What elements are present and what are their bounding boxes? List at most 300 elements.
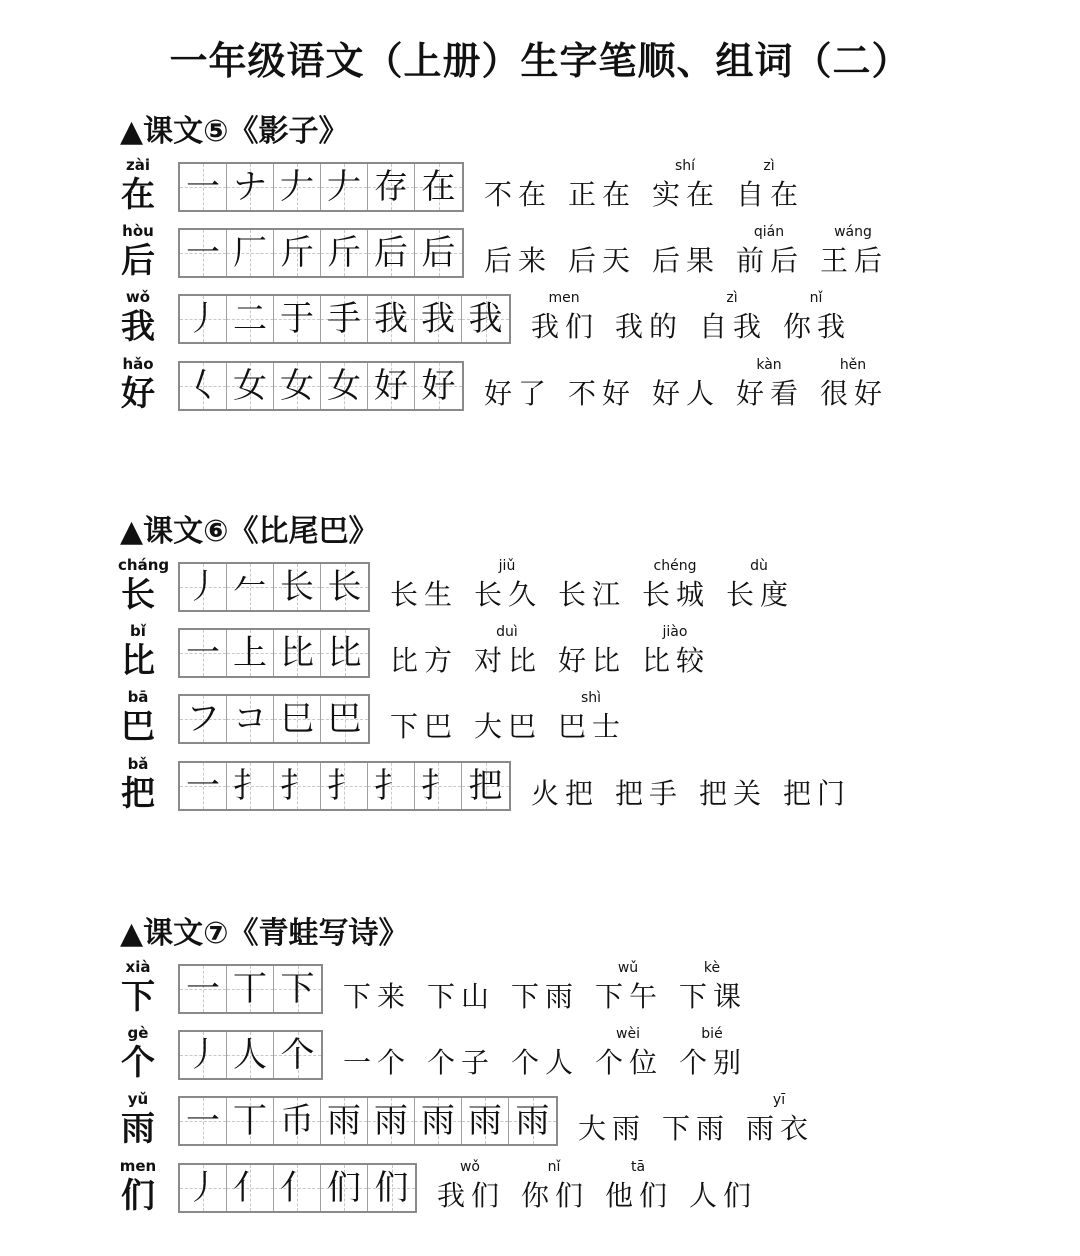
word-pinyin: wèi <box>616 1026 640 1042</box>
stroke-step: 丅 <box>233 1101 267 1141</box>
stroke-step: 一 <box>186 969 220 1009</box>
stroke-cell <box>415 296 462 342</box>
word-text: 后来 <box>484 244 553 277</box>
stroke-step: 雨 <box>515 1101 550 1141</box>
word-text: 比较 <box>642 644 711 677</box>
stroke-cell <box>368 164 415 210</box>
word-item <box>783 755 852 815</box>
stroke-cell <box>227 164 274 210</box>
character-row <box>0 222 1080 286</box>
stroke-step: 巳 <box>280 699 314 739</box>
stroke-step: 们 <box>327 1168 361 1208</box>
stroke-step: 女 <box>327 366 361 406</box>
stroke-cell <box>274 564 321 610</box>
word-text: 把关 <box>699 777 768 810</box>
stroke-cell <box>321 230 368 276</box>
word-text: 好人 <box>652 377 721 410</box>
stroke-step: 二 <box>233 299 267 339</box>
word-item <box>568 156 637 216</box>
word-pinyin: wǔ <box>617 960 639 976</box>
word-pinyin: wǒ <box>459 1159 480 1175</box>
word-item <box>783 288 852 348</box>
stroke-step: 我 <box>421 299 455 339</box>
stroke-step: 丿 <box>186 1035 220 1075</box>
stroke-step: 扌 <box>233 766 267 806</box>
stroke-cell <box>227 763 274 809</box>
stroke-cell <box>368 763 415 809</box>
word-item <box>652 355 721 415</box>
stroke-step: 丿 <box>186 299 220 339</box>
word-item <box>474 556 543 616</box>
stroke-cell <box>415 763 462 809</box>
word-item <box>484 156 553 216</box>
stroke-step: ナ <box>233 167 267 207</box>
word-pinyin: dù <box>750 558 768 574</box>
word-item <box>699 288 768 348</box>
word-item <box>474 622 543 682</box>
character: 后 <box>121 241 155 281</box>
word-text: 我的 <box>615 310 684 343</box>
stroke-step: 个 <box>280 1035 315 1075</box>
word-text: 把手 <box>615 777 684 810</box>
word-item <box>689 1157 758 1217</box>
stroke-cell <box>180 1165 227 1211</box>
character-pinyin: hǎo <box>122 355 154 373</box>
character-pinyin: zài <box>126 156 150 174</box>
stroke-step: 丿 <box>186 1168 220 1208</box>
word-item <box>736 222 805 282</box>
word-list <box>484 222 889 282</box>
word-item <box>531 288 600 348</box>
stroke-order-grid <box>178 228 464 278</box>
word-item <box>615 755 684 815</box>
word-pinyin: kè <box>703 960 721 976</box>
stroke-step: 𠂉 <box>233 567 267 607</box>
word-item <box>558 688 627 748</box>
stroke-step: 一 <box>186 766 220 806</box>
word-text: 下课 <box>679 980 748 1013</box>
word-text: 长久 <box>474 578 543 611</box>
stroke-cell <box>321 696 368 742</box>
stroke-order-grid <box>178 162 464 212</box>
character-row <box>0 755 1080 819</box>
stroke-order-grid <box>178 761 511 811</box>
stroke-step: 雨 <box>421 1101 455 1141</box>
character-row <box>0 355 1080 419</box>
character-row <box>0 156 1080 220</box>
stroke-step: 雨 <box>468 1101 502 1141</box>
word-text: 一个 <box>343 1046 412 1079</box>
stroke-cell <box>227 363 274 409</box>
stroke-cell <box>227 296 274 342</box>
word-item <box>568 222 637 282</box>
stroke-order-grid <box>178 628 370 678</box>
word-item <box>484 355 553 415</box>
character-pinyin: xià <box>125 958 151 976</box>
stroke-order-grid <box>178 694 370 744</box>
word-text: 正在 <box>568 178 637 211</box>
stroke-cell <box>227 1165 274 1211</box>
word-item <box>578 1090 647 1150</box>
stroke-cell <box>180 696 227 742</box>
character: 比 <box>121 641 155 681</box>
word-pinyin: nǐ <box>809 290 823 306</box>
word-pinyin: chéng <box>653 558 697 574</box>
word-item <box>558 556 627 616</box>
character-row <box>0 622 1080 686</box>
stroke-step: 丿 <box>186 567 220 607</box>
stroke-step: 扌 <box>280 766 314 806</box>
character-pinyin: bǎ <box>127 755 149 773</box>
word-text: 自在 <box>736 178 805 211</box>
character: 巴 <box>121 707 155 747</box>
stroke-cell <box>368 1098 415 1144</box>
stroke-cell <box>227 696 274 742</box>
stroke-cell <box>415 164 462 210</box>
word-item <box>558 622 627 682</box>
word-text: 你们 <box>521 1179 590 1212</box>
word-text: 我们 <box>437 1179 506 1212</box>
character: 把 <box>121 774 155 814</box>
stroke-cell <box>368 1165 415 1211</box>
word-text: 好比 <box>558 644 627 677</box>
stroke-step: 𠂇 <box>327 167 361 207</box>
word-text: 个位 <box>595 1046 664 1079</box>
word-text: 后果 <box>652 244 721 277</box>
word-text: 下巴 <box>390 710 459 743</box>
word-item <box>820 222 889 282</box>
character: 们 <box>121 1176 155 1216</box>
word-list <box>343 1024 748 1084</box>
stroke-step: 雨 <box>374 1101 408 1141</box>
stroke-step: 一 <box>186 233 220 273</box>
word-pinyin: jiào <box>662 624 688 640</box>
stroke-order-grid <box>178 1030 323 1080</box>
stroke-cell <box>227 230 274 276</box>
stroke-step: 好 <box>421 366 456 406</box>
word-pinyin: zì <box>763 158 775 174</box>
character-row <box>0 958 1080 1022</box>
stroke-cell <box>274 164 321 210</box>
stroke-cell <box>227 630 274 676</box>
stroke-step: 比 <box>280 633 314 673</box>
word-item <box>615 288 684 348</box>
word-text: 火把 <box>531 777 600 810</box>
stroke-cell <box>227 966 274 1012</box>
word-list <box>390 622 711 682</box>
word-text: 雨衣 <box>746 1112 815 1145</box>
word-text: 把门 <box>783 777 852 810</box>
word-text: 不在 <box>484 178 553 211</box>
stroke-step: 亻 <box>233 1168 267 1208</box>
character-pinyin: cháng <box>118 556 170 574</box>
character-pinyin: gè <box>127 1024 149 1042</box>
stroke-cell <box>462 1098 509 1144</box>
word-pinyin: wáng <box>834 224 872 240</box>
stroke-order-grid <box>178 964 323 1014</box>
stroke-cell <box>368 296 415 342</box>
stroke-cell <box>274 1032 321 1078</box>
stroke-cell <box>227 564 274 610</box>
word-text: 很好 <box>820 377 889 410</box>
character-row <box>0 1090 1080 1154</box>
stroke-step: 手 <box>327 299 361 339</box>
word-item <box>531 755 600 815</box>
stroke-step: 币 <box>280 1101 314 1141</box>
section-title: ▲课文⑤《影子》 <box>120 114 349 149</box>
word-pinyin: bié <box>701 1026 723 1042</box>
stroke-step: 我 <box>468 299 503 339</box>
stroke-step: 于 <box>280 299 314 339</box>
word-item <box>642 622 711 682</box>
stroke-step: 一 <box>186 167 220 207</box>
stroke-cell <box>274 296 321 342</box>
word-pinyin: kàn <box>756 357 782 373</box>
stroke-step: 存 <box>374 167 408 207</box>
stroke-step: 我 <box>374 299 408 339</box>
word-text: 实在 <box>652 178 721 211</box>
word-pinyin: zì <box>726 290 738 306</box>
stroke-cell <box>368 230 415 276</box>
word-pinyin: shì <box>580 690 602 706</box>
stroke-cell <box>227 1098 274 1144</box>
word-text: 我们 <box>531 310 600 343</box>
character-row <box>0 1157 1080 1221</box>
stroke-step: 好 <box>374 366 408 406</box>
stroke-cell <box>180 564 227 610</box>
stroke-cell <box>274 363 321 409</box>
character-row <box>0 1024 1080 1088</box>
character-pinyin: yǔ <box>127 1090 149 1108</box>
word-text: 下来 <box>343 980 412 1013</box>
stroke-cell <box>321 1165 368 1211</box>
word-item <box>726 556 795 616</box>
word-text: 下午 <box>595 980 664 1013</box>
word-item <box>662 1090 731 1150</box>
stroke-step: 比 <box>327 633 362 673</box>
stroke-cell <box>274 1098 321 1144</box>
word-text: 巴士 <box>558 710 627 743</box>
stroke-order-grid <box>178 1096 558 1146</box>
word-text: 对比 <box>474 644 543 677</box>
stroke-cell <box>321 164 368 210</box>
stroke-cell <box>274 630 321 676</box>
stroke-cell <box>415 1098 462 1144</box>
stroke-cell <box>180 1032 227 1078</box>
word-item <box>390 688 459 748</box>
stroke-cell <box>415 363 462 409</box>
word-pinyin: qián <box>753 224 785 240</box>
character-row <box>0 556 1080 620</box>
word-pinyin: jiǔ <box>498 558 516 574</box>
stroke-cell <box>227 1032 274 1078</box>
word-item <box>437 1157 506 1217</box>
word-text: 个人 <box>511 1046 580 1079</box>
stroke-step: 后 <box>421 233 456 273</box>
character: 雨 <box>121 1109 155 1149</box>
word-item <box>820 355 889 415</box>
stroke-step: 雨 <box>327 1101 361 1141</box>
stroke-cell <box>274 966 321 1012</box>
stroke-order-grid <box>178 1163 417 1213</box>
stroke-cell <box>180 164 227 210</box>
word-text: 大雨 <box>578 1112 647 1145</box>
character: 个 <box>121 1043 155 1083</box>
word-text: 长江 <box>558 578 627 611</box>
character-pinyin: bā <box>127 688 149 706</box>
word-list <box>578 1090 815 1150</box>
stroke-step: 下 <box>280 969 315 1009</box>
word-text: 王后 <box>820 244 889 277</box>
character-row <box>0 288 1080 352</box>
stroke-cell <box>415 230 462 276</box>
stroke-step: 后 <box>374 233 408 273</box>
word-list <box>343 958 748 1018</box>
character-pinyin: hòu <box>122 222 154 240</box>
word-text: 不好 <box>568 377 637 410</box>
character: 下 <box>121 977 155 1017</box>
word-item <box>474 688 543 748</box>
section-title: ▲课文⑥《比尾巴》 <box>120 514 379 549</box>
stroke-cell <box>509 1098 556 1144</box>
stroke-step: 亻 <box>280 1168 314 1208</box>
stroke-cell <box>321 564 368 610</box>
stroke-order-grid <box>178 361 464 411</box>
word-item <box>511 1024 580 1084</box>
character-pinyin: bǐ <box>130 622 146 640</box>
stroke-step: 巴 <box>327 699 362 739</box>
character-row <box>0 688 1080 752</box>
stroke-cell <box>321 363 368 409</box>
word-item <box>736 355 805 415</box>
section-title: ▲课文⑦《青蛙写诗》 <box>120 916 409 951</box>
word-list <box>531 755 852 815</box>
stroke-order-grid <box>178 562 370 612</box>
stroke-cell <box>180 630 227 676</box>
stroke-cell <box>321 630 368 676</box>
word-text: 好了 <box>484 377 553 410</box>
stroke-order-grid <box>178 294 511 344</box>
word-text: 自我 <box>699 310 768 343</box>
stroke-cell <box>180 763 227 809</box>
word-text: 比方 <box>390 644 459 677</box>
word-text: 好看 <box>736 377 805 410</box>
stroke-cell <box>180 363 227 409</box>
stroke-step: 𠂇 <box>280 167 314 207</box>
stroke-step: コ <box>233 699 267 739</box>
word-text: 人们 <box>689 1179 758 1212</box>
word-pinyin: yī <box>772 1092 786 1108</box>
stroke-step: 在 <box>421 167 456 207</box>
stroke-step: 长 <box>280 567 314 607</box>
stroke-step: 斤 <box>280 233 314 273</box>
character-pinyin: wǒ <box>125 288 151 306</box>
stroke-step: 女 <box>233 366 267 406</box>
word-pinyin: men <box>548 290 580 306</box>
character: 好 <box>121 374 155 414</box>
word-text: 前后 <box>736 244 805 277</box>
stroke-cell <box>274 696 321 742</box>
word-text: 下山 <box>427 980 496 1013</box>
word-text: 他们 <box>605 1179 674 1212</box>
word-item <box>736 156 805 216</box>
stroke-step: 长 <box>327 567 362 607</box>
word-item <box>679 1024 748 1084</box>
stroke-cell <box>180 230 227 276</box>
word-item <box>484 222 553 282</box>
stroke-cell <box>321 296 368 342</box>
word-item <box>427 958 496 1018</box>
stroke-step: フ <box>186 699 220 739</box>
word-item <box>390 556 459 616</box>
stroke-step: 厂 <box>233 233 267 273</box>
word-text: 长生 <box>390 578 459 611</box>
stroke-step: 扌 <box>374 766 408 806</box>
word-item <box>390 622 459 682</box>
stroke-step: 𡿨 <box>186 366 220 406</box>
stroke-step: 扌 <box>421 766 455 806</box>
word-pinyin: hěn <box>839 357 867 373</box>
word-text: 长城 <box>642 578 711 611</box>
stroke-cell <box>274 763 321 809</box>
word-item <box>511 958 580 1018</box>
word-item <box>746 1090 815 1150</box>
stroke-cell <box>462 296 509 342</box>
word-text: 你我 <box>783 310 852 343</box>
word-list <box>390 688 627 748</box>
word-item <box>521 1157 590 1217</box>
stroke-step: 女 <box>280 366 314 406</box>
word-item <box>343 1024 412 1084</box>
word-item <box>642 556 711 616</box>
stroke-step: 们 <box>374 1168 409 1208</box>
stroke-step: 一 <box>186 633 220 673</box>
word-item <box>679 958 748 1018</box>
word-pinyin: duì <box>496 624 518 640</box>
word-item <box>568 355 637 415</box>
word-list <box>437 1157 758 1217</box>
stroke-step: 一 <box>186 1101 220 1141</box>
word-list <box>390 556 795 616</box>
word-text: 个子 <box>427 1046 496 1079</box>
stroke-cell <box>180 1098 227 1144</box>
word-item <box>652 156 721 216</box>
word-text: 大巴 <box>474 710 543 743</box>
stroke-cell <box>462 763 509 809</box>
word-pinyin: tā <box>630 1159 646 1175</box>
word-list <box>484 355 889 415</box>
stroke-step: 丅 <box>233 969 267 1009</box>
word-item <box>595 958 664 1018</box>
word-pinyin: nǐ <box>547 1159 561 1175</box>
word-pinyin: shí <box>674 158 696 174</box>
stroke-step: 斤 <box>327 233 361 273</box>
stroke-step: 把 <box>468 766 503 806</box>
word-text: 长度 <box>726 578 795 611</box>
stroke-step: 人 <box>233 1035 267 1075</box>
stroke-cell <box>321 763 368 809</box>
stroke-cell <box>274 230 321 276</box>
stroke-step: 扌 <box>327 766 361 806</box>
page-title: 一年级语文（上册）生字笔顺、组词（二） <box>169 39 911 83</box>
character: 长 <box>121 575 155 615</box>
word-item <box>595 1024 664 1084</box>
character-pinyin: men <box>119 1157 157 1175</box>
word-item <box>343 958 412 1018</box>
stroke-cell <box>321 1098 368 1144</box>
word-text: 下雨 <box>511 980 580 1013</box>
word-text: 下雨 <box>662 1112 731 1145</box>
